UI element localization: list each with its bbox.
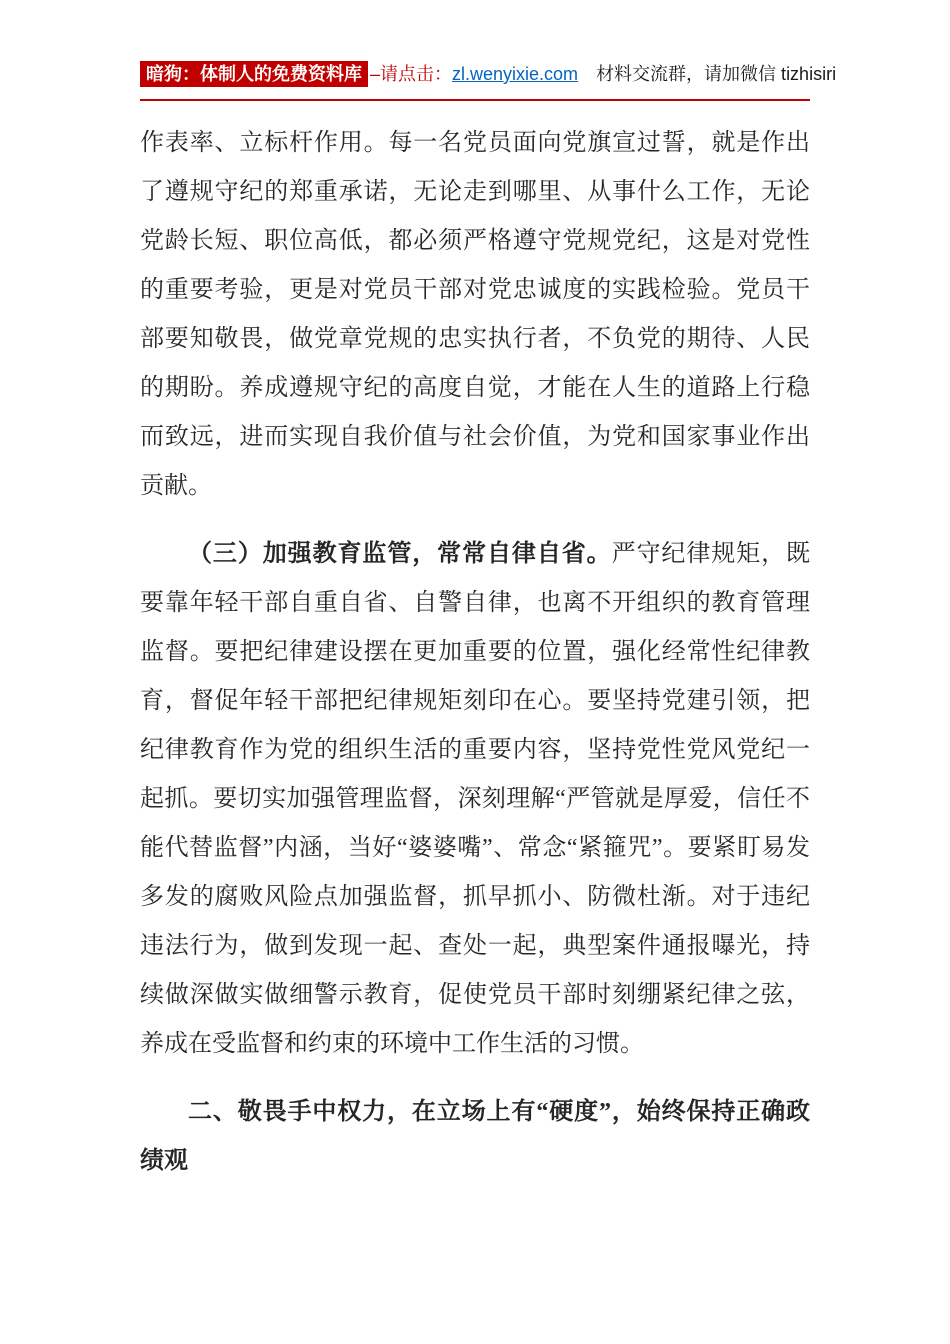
paragraph-section-three-lead: （三）加强教育监管，常常自律自省。 (188, 541, 612, 567)
promo-group-note: 材料交流群，请加微信 tizhisiri (596, 64, 837, 84)
document-body (140, 101, 810, 1186)
promo-brand-badge: 暗狗：体制人的免费资料库 (140, 61, 368, 87)
section-heading-two: 二、敬畏手中权力，在立场上有“硬度”，始终保持正确政绩观 (140, 1099, 810, 1174)
promo-site-link[interactable]: zl.wenyixie.com (452, 64, 579, 84)
paragraph-continuation: 作表率、立标杆作用。每一名党员面向党旗宣过誓，就是作出了遵规守纪的郑重承诺，无论走到哪里、从事什么工作，无论党龄长短、职位高低，都必须严格遵守党规党纪，这是对党性的重要考验，更是对党员干部对党忠诚度的实践检验。党员干部要知敬畏，做党章党规的忠实执行者，不负党的期待、人民的期盼。养成遵规守纪的高度自觉，才能在人生的道路上行稳而致远，进而实现自我价值与社会价值，为党和国家事业作出贡献。 (140, 130, 810, 499)
paragraph-section-three (140, 530, 810, 1069)
promo-click-hint: –请点击： (370, 64, 453, 84)
paragraph-section-three-text: 严守纪律规矩，既要靠年轻干部自重自省、自警自律，也离不开组织的教育管理监督。要把纪律建设摆在更加重要的位置，强化经常性纪律教育，督促年轻干部把纪律规矩刻印在心。要坚持党建引领，把纪律教育作为党的组织生活的重要内容，坚持党性党风党纪一起抓。要切实加强管理监督，深刻理解“严管就是厚爱，信任不能代替监督”内涵，当好“婆婆嘴”、常念“紧箍咒”。要紧盯易发多发的腐败风险点加强监督，抓早抓小、防微杜渐。对于违纪违法行为，做到发现一起、查处一起，典型案件通报曝光，持续做深做实做细警示教育，促使党员干部时刻绷紧纪律之弦，养成在受监督和约束的环境中工作生活的习惯。 (140, 541, 811, 1057)
promo-header (140, 0, 837, 86)
